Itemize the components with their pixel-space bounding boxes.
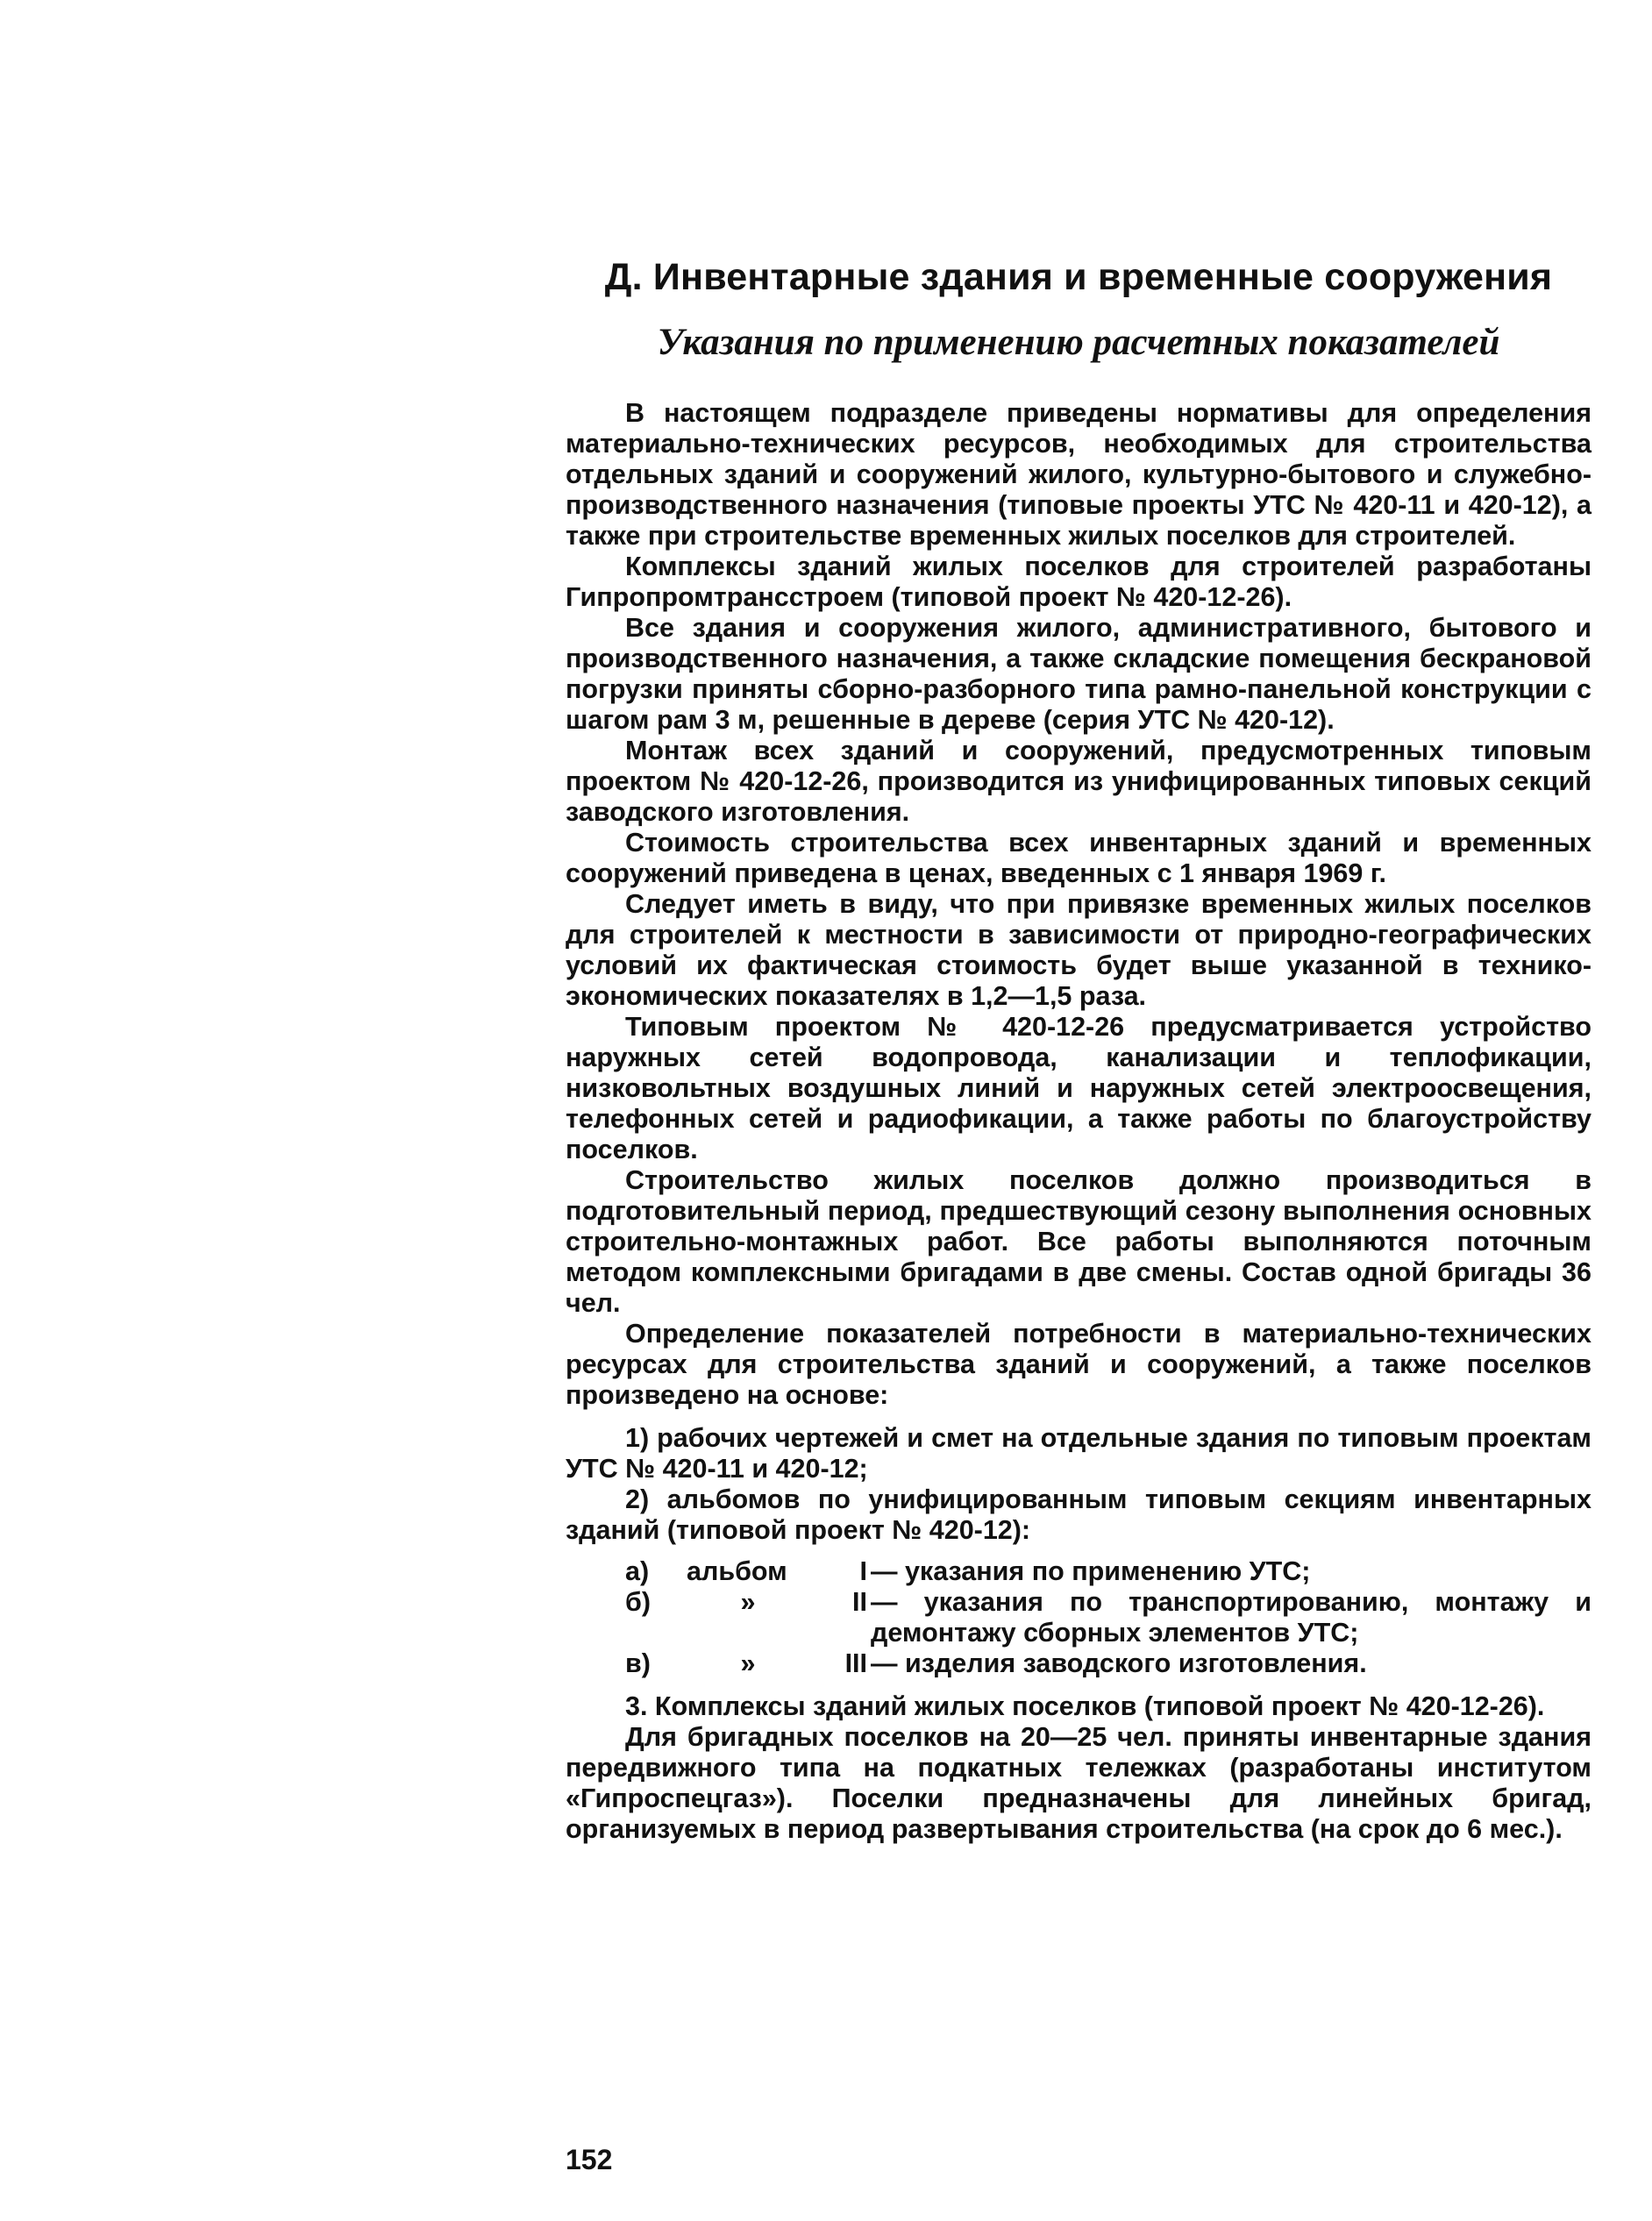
basis-list-item: 1) рабочих чертежей и смет на отдельные здания по типовым проектам УТС № 420-11 и 420-12; (566, 1423, 1591, 1484)
paragraph: Следует иметь в виду, что при привязке временных жилых поселков для строителей к местности в зависимости от природно-географических условий их фактическая стоимость будет выше указанной в технико-экономических показателях в 1,2—1,5 раза. (566, 889, 1591, 1011)
album-letter: б) (625, 1587, 651, 1617)
section-subtitle: Указания по применению расчетных показателей (657, 322, 1500, 363)
paragraph: Типовым проектом № 420-12-26 предусматривается устройство наружных сетей водопровода, канализации и теплофикации, низковольтных воздушных линий и наружных сетей электроосвещения, телефонных сетей и радиофикации, а также работы по благоустройству поселков. (566, 1012, 1591, 1164)
album-item (566, 1556, 1591, 1587)
album-item (566, 1587, 1591, 1648)
paragraph: Для бригадных поселков на 20—25 чел. приняты инвентарные здания передвижного типа на подкатных тележках (разработаны институтом «Гипроспецгаз»). Поселки предназначены для линейных бригад, организуемых в период развертывания строительства (на срок до 6 мес.). (566, 1722, 1591, 1844)
paragraph: Монтаж всех зданий и сооружений, предусмотренных типовым проектом № 420-12-26, производится из унифицированных типовых секций заводского изготовления. (566, 736, 1591, 827)
album-volume: III (844, 1648, 867, 1678)
paragraph: Комплексы зданий жилых поселков для строителей разработаны Гипропромтрансстроем (типовой проект № 420-12-26). (566, 552, 1591, 612)
paragraph: Определение показателей потребности в материально-технических ресурсах для строительства зданий и сооружений, а также поселков произведено на основе: (566, 1319, 1591, 1410)
basis-list-item: 2) альбомов по унифицированным типовым секциям инвентарных зданий (типовой проект № 420-12): (566, 1484, 1591, 1545)
page-number: 152 (566, 2144, 613, 2175)
page-content (566, 254, 1591, 2175)
album-volume: II (852, 1587, 867, 1617)
section-3-heading: 3. Комплексы зданий жилых поселков (типовой проект № 420-12-26). (625, 1691, 1545, 1721)
album-description: — указания по применению УТС; (871, 1556, 1311, 1586)
album-word: альбом (687, 1556, 787, 1586)
album-description: — изделия заводского изготовления. (871, 1648, 1367, 1678)
album-item (566, 1648, 1591, 1679)
album-description: — указания по транспортированию, монтажу и демонтажу сборных элементов УТС; (871, 1587, 1591, 1648)
paragraph: Стоимость строительства всех инвентарных зданий и временных сооружений приведена в ценах, введенных с 1 января 1969 г. (566, 828, 1591, 888)
album-volume: I (859, 1556, 867, 1586)
album-list (566, 1556, 1591, 1679)
album-word: » (740, 1648, 756, 1678)
paragraph: Строительство жилых поселков должно производиться в подготовительный период, предшествующий сезону выполнения основных строительно-монтажных работ. Все работы выполняются поточным методом комплексными бригадами в две смены. Состав одной бригады 36 чел. (566, 1165, 1591, 1318)
album-word: » (740, 1587, 756, 1617)
album-letter: а) (625, 1556, 650, 1586)
paragraph: В настоящем подразделе приведены нормативы для определения материально-технических ресурсов, необходимых для строительства отдельных зданий и сооружений жилого, культурно-бытового и служебно-производственного назначения (типовые проекты УТС № 420-11 и 420-12), а также при строительстве временных жилых поселков для строителей. (566, 398, 1591, 551)
body-text (566, 398, 1591, 1845)
paragraph: Все здания и сооружения жилого, административного, бытового и производственного назначения, а также складские помещения бескрановой погрузки приняты сборно-разборного типа рамно-панельной конструкции с шагом рам 3 м, решенные в дереве (серия УТС № 420-12). (566, 613, 1591, 735)
album-letter: в) (625, 1648, 651, 1678)
section-title: Д. Инвентарные здания и временные сооружения (604, 256, 1553, 298)
